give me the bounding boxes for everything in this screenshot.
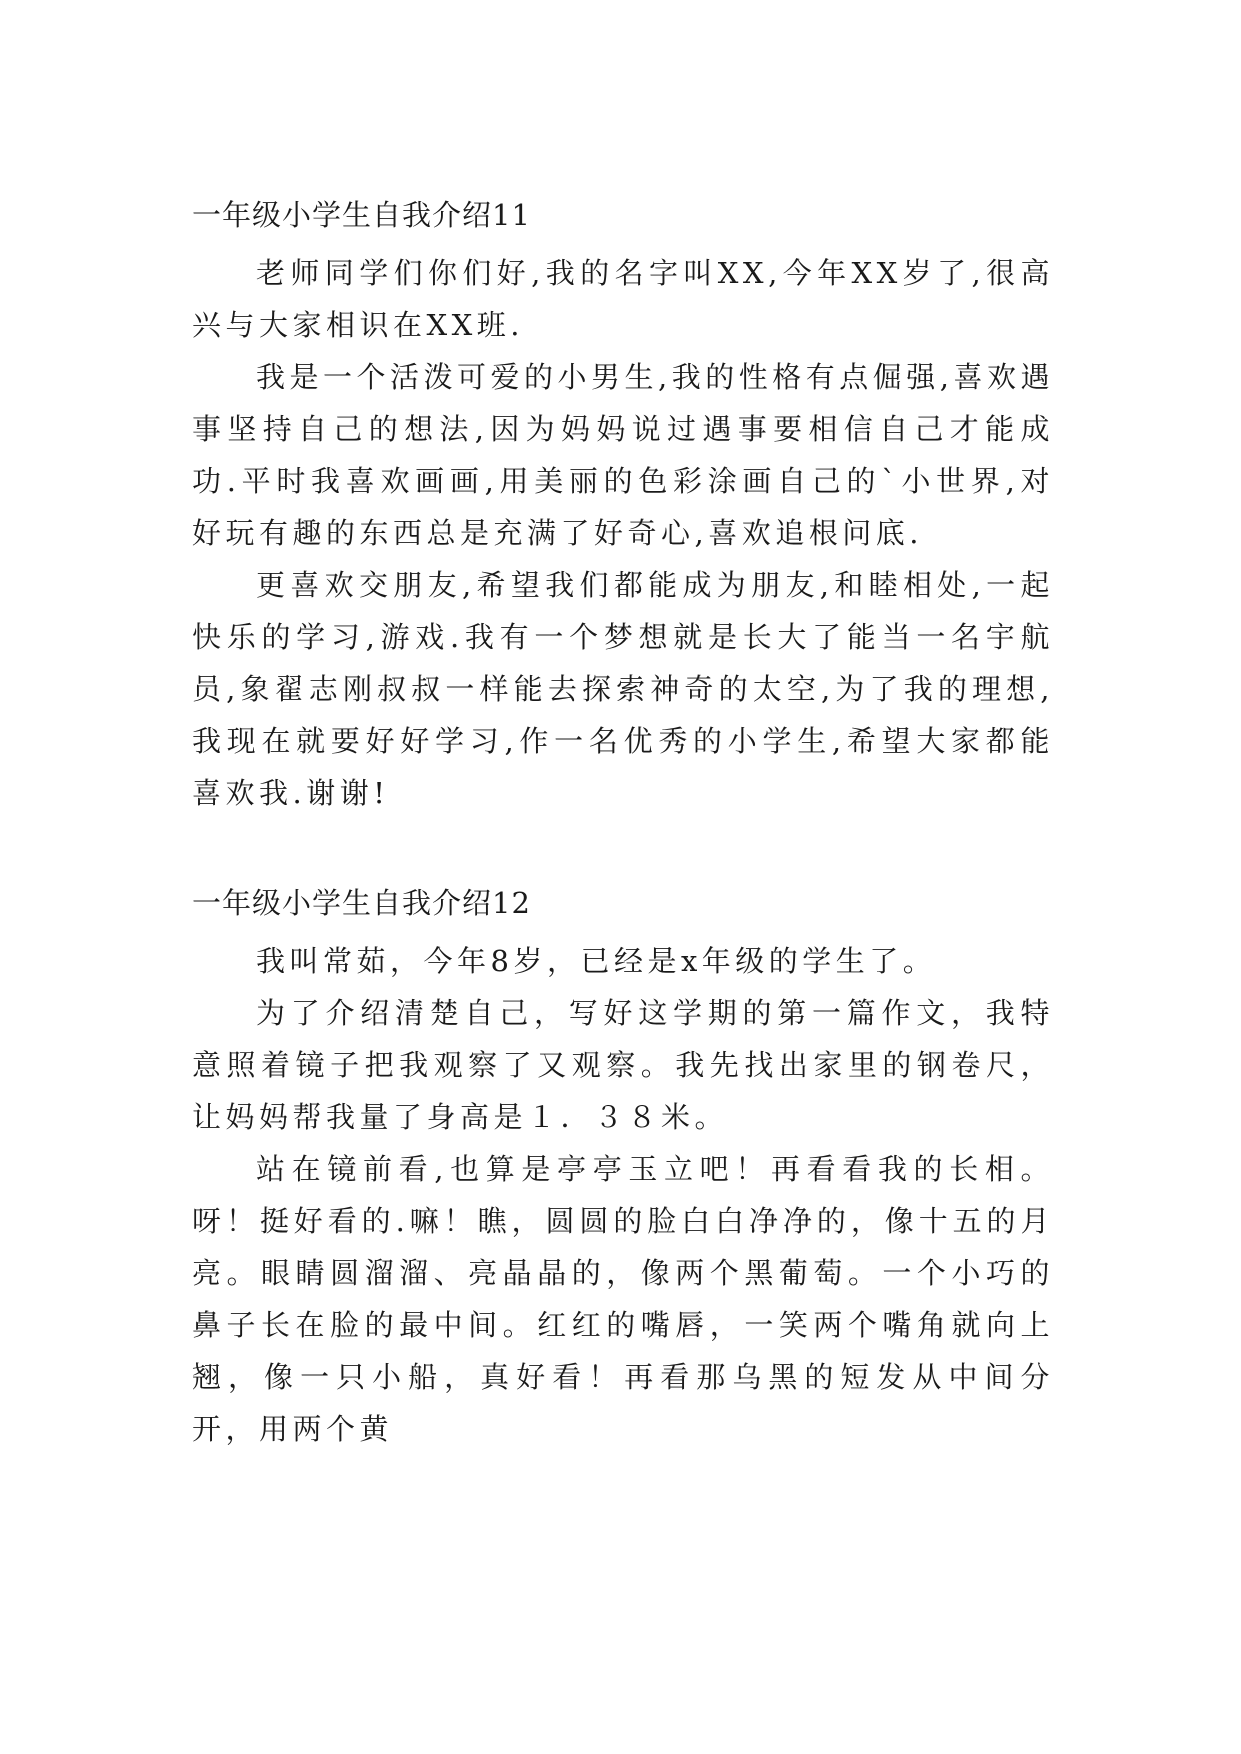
paragraph: 更喜欢交朋友,希望我们都能成为朋友,和睦相处,一起快乐的学习,游戏.我有一个梦想就是长大了能当一名宇航员,象翟志刚叔叔一样能去探索神奇的太空,为了我的理想,我现在就要好好学习,作一名优秀的小学生,希望大家都能喜欢我.谢谢! [192,568,1054,810]
paragraph: 为了介绍清楚自己，写好这学期的第一篇作文，我特意照着镜子把我观察了又观察。我先找出家里的钢卷尺，让妈妈帮我量了身高是１．３８米。 [192,996,1054,1134]
paragraph: 站在镜前看,也算是亭亭玉立吧！再看看我的长相。呀！挺好看的.嘛！瞧，圆圆的脸白白净净的，像十五的月亮。眼睛圆溜溜、亮晶晶的，像两个黑葡萄。一个小巧的鼻子长在脸的最中间。红红的嘴唇，一笑两个嘴角就向上翘，像一只小船，真好看！再看那乌黑的短发从中间分开，用两个黄 [192,1152,1054,1446]
paragraph: 我叫常茹，今年8岁，已经是x年级的学生了。 [256,944,937,978]
section-divider-space [192,819,1054,883]
paragraph: 老师同学们你们好,我的名字叫XX,今年XX岁了,很高兴与大家相识在XX班. [192,256,1054,342]
paragraph: 我是一个活泼可爱的小男生,我的性格有点倔强,喜欢遇事坚持自己的想法,因为妈妈说过遇事要相信自己才能成功.平时我喜欢画画,用美丽的色彩涂画自己的`小世界,对好玩有趣的东西总是充满了好奇心,喜欢追根问底. [192,360,1054,550]
section-title: 一年级小学生自我介绍12 [192,886,531,920]
section-intro-11 [192,195,1054,819]
document-body [192,195,1054,1455]
section-intro-12 [192,883,1054,1455]
section-title: 一年级小学生自我介绍11 [192,198,531,232]
